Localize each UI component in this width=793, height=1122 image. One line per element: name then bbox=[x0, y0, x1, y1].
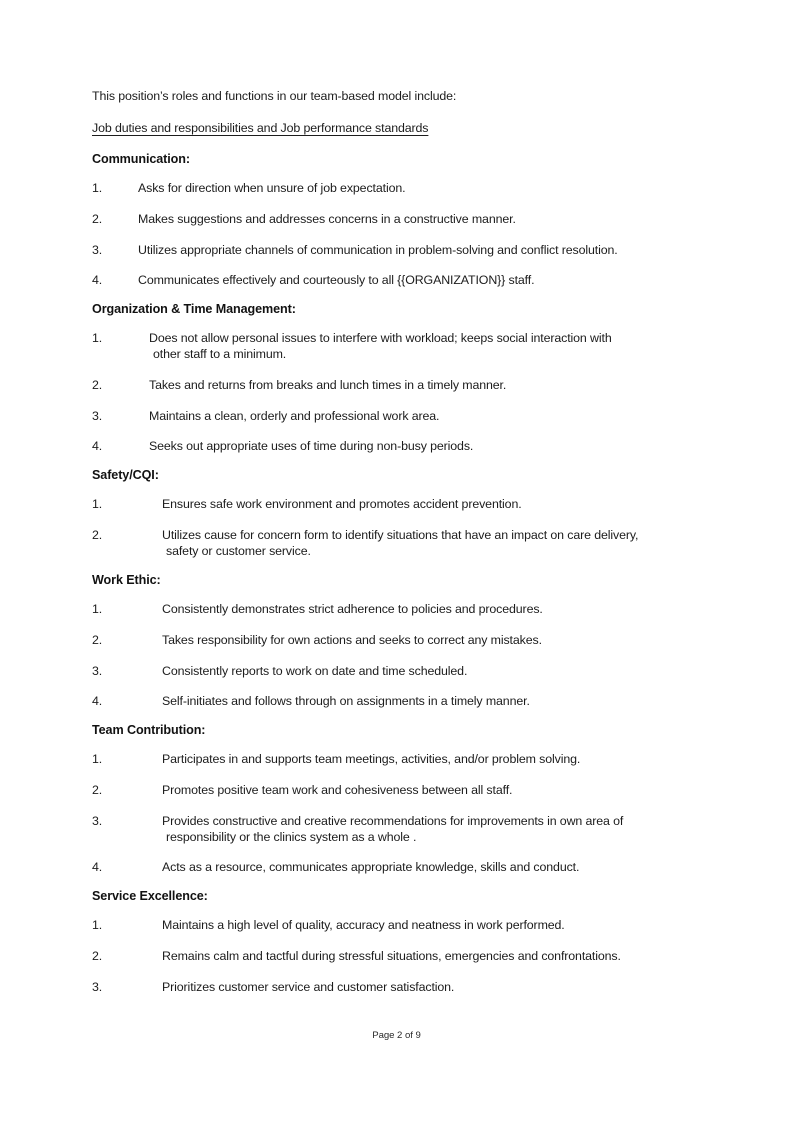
list-item bbox=[92, 242, 704, 258]
list-item-text bbox=[138, 180, 704, 196]
list-item bbox=[92, 632, 704, 648]
list-item-line: Self-initiates and follows through on assignments in a timely manner. bbox=[162, 694, 530, 709]
list-item-line: Participates in and supports team meetings, activities, and/or problem solving. bbox=[162, 752, 581, 767]
list-item bbox=[92, 693, 704, 709]
list-item-number: 2. bbox=[92, 528, 103, 542]
page-footer: Page 2 of 9 bbox=[372, 1030, 421, 1041]
list-item bbox=[92, 601, 704, 617]
list-item bbox=[92, 813, 704, 845]
list-item bbox=[92, 377, 704, 393]
list-item-number: 2. bbox=[92, 949, 103, 963]
list-item-line: Takes and returns from breaks and lunch times in a timely manner. bbox=[149, 378, 507, 392]
list-item bbox=[92, 751, 704, 767]
list-item-continuation: responsibility or the clinics system as a whole . bbox=[166, 829, 417, 844]
list-item-number: 4. bbox=[92, 694, 103, 709]
list-item-number: 3. bbox=[92, 813, 103, 828]
section-block bbox=[92, 723, 704, 875]
list-item-line: Acts as a resource, communicates appropriate knowledge, skills and conduct. bbox=[162, 860, 580, 875]
list-item-number: 4. bbox=[92, 439, 103, 454]
list-item bbox=[92, 272, 704, 288]
list-item-number: 2. bbox=[92, 782, 103, 797]
section-heading: Organization & Time Management: bbox=[92, 302, 296, 317]
list-item-line: Maintains a high level of quality, accuracy and neatness in work performed. bbox=[162, 918, 565, 933]
section-heading: Team Contribution: bbox=[92, 723, 206, 738]
list-item-number: 1. bbox=[92, 752, 103, 767]
list-item-line: Consistently reports to work on date and time scheduled. bbox=[162, 663, 468, 678]
numbered-list bbox=[92, 496, 704, 559]
list-item-line: Utilizes appropriate channels of communication in problem-solving and conflict resolution. bbox=[138, 242, 618, 257]
list-item-text bbox=[162, 751, 704, 767]
list-item-line: Remains calm and tactful during stressful situations, emergencies and confrontations. bbox=[162, 949, 621, 963]
section-heading: Communication: bbox=[92, 152, 190, 167]
list-item bbox=[92, 917, 704, 933]
list-item-number: 1. bbox=[92, 331, 103, 346]
list-item-number: 3. bbox=[92, 242, 103, 257]
list-item-number: 1. bbox=[92, 497, 103, 512]
section-block bbox=[92, 573, 704, 709]
list-item-text bbox=[162, 693, 704, 709]
list-item-text bbox=[138, 272, 704, 288]
list-item-number: 2. bbox=[92, 211, 103, 226]
list-item-line: Communicates effectively and courteously to all {{ORGANIZATION}} staff. bbox=[138, 273, 535, 288]
list-item-text bbox=[162, 859, 704, 875]
list-item-number: 4. bbox=[92, 273, 103, 288]
list-item-line: Does not allow personal issues to interfere with workload; keeps social interaction with bbox=[149, 331, 612, 346]
list-item-text bbox=[162, 948, 704, 964]
list-item-number: 4. bbox=[92, 860, 103, 875]
list-item-number: 2. bbox=[92, 378, 103, 392]
section-heading: Safety/CQI: bbox=[92, 468, 159, 483]
numbered-list bbox=[92, 180, 704, 288]
section-heading: Work Ethic: bbox=[92, 573, 161, 588]
list-item-text bbox=[162, 813, 704, 845]
section-block bbox=[92, 152, 704, 288]
list-item bbox=[92, 979, 704, 995]
list-item bbox=[92, 859, 704, 875]
list-item-number: 2. bbox=[92, 632, 103, 647]
list-item-text bbox=[138, 242, 704, 258]
list-item bbox=[92, 527, 704, 559]
list-item-text bbox=[138, 211, 704, 227]
section-block bbox=[92, 468, 704, 559]
document-body bbox=[92, 88, 704, 1009]
list-item-line: Prioritizes customer service and customer satisfaction. bbox=[162, 979, 455, 994]
list-item-number: 3. bbox=[92, 663, 103, 678]
list-item bbox=[92, 330, 704, 362]
section-block bbox=[92, 302, 704, 454]
list-item-text bbox=[149, 377, 704, 393]
numbered-list bbox=[92, 917, 704, 994]
list-item-text bbox=[162, 979, 704, 995]
list-item-number: 1. bbox=[92, 602, 103, 617]
list-item bbox=[92, 948, 704, 964]
list-item bbox=[92, 211, 704, 227]
list-item-number: 1. bbox=[92, 181, 103, 196]
list-item-text bbox=[149, 330, 704, 362]
list-item-text bbox=[162, 632, 704, 648]
list-item bbox=[92, 180, 704, 196]
list-item-line: Provides constructive and creative recommendations for improvements in own area of bbox=[162, 813, 624, 828]
list-item-text bbox=[162, 917, 704, 933]
list-item-line: Takes responsibility for own actions and seeks to correct any mistakes. bbox=[162, 632, 542, 647]
list-item-line: Promotes positive team work and cohesiveness between all staff. bbox=[162, 782, 513, 797]
list-item-text bbox=[162, 782, 704, 798]
list-item-continuation: other staff to a minimum. bbox=[153, 347, 287, 362]
list-item-number: 3. bbox=[92, 408, 103, 423]
list-item-line: Seeks out appropriate uses of time during non-busy periods. bbox=[149, 439, 474, 454]
numbered-list bbox=[92, 751, 704, 875]
list-item-line: Ensures safe work environment and promotes accident prevention. bbox=[162, 497, 522, 512]
list-item-line: Asks for direction when unsure of job expectation. bbox=[138, 181, 406, 196]
list-item bbox=[92, 496, 704, 512]
job-duties-heading: Job duties and responsibilities and Job performance standards bbox=[92, 121, 429, 136]
list-item bbox=[92, 438, 704, 454]
list-item-number: 3. bbox=[92, 979, 103, 994]
list-item-text bbox=[162, 601, 704, 617]
list-item-text bbox=[162, 496, 704, 512]
list-item bbox=[92, 663, 704, 679]
list-item bbox=[92, 408, 704, 424]
list-item-text bbox=[149, 438, 704, 454]
sections-container bbox=[92, 152, 704, 995]
list-item-line: Maintains a clean, orderly and professional work area. bbox=[149, 408, 440, 423]
list-item-continuation: safety or customer service. bbox=[166, 544, 311, 559]
list-item-line: Consistently demonstrates strict adherence to policies and procedures. bbox=[162, 602, 543, 617]
list-item-line: Utilizes cause for concern form to identify situations that have an impact on care delivery, bbox=[162, 528, 639, 542]
list-item bbox=[92, 782, 704, 798]
list-item-number: 1. bbox=[92, 918, 103, 933]
list-item-line: Makes suggestions and addresses concerns in a constructive manner. bbox=[138, 211, 516, 226]
section-heading: Service Excellence: bbox=[92, 889, 208, 904]
numbered-list bbox=[92, 330, 704, 454]
numbered-list bbox=[92, 601, 704, 709]
list-item-text bbox=[162, 527, 704, 559]
intro-paragraph: This position’s roles and functions in our team-based model include: bbox=[92, 89, 457, 103]
list-item-text bbox=[162, 663, 704, 679]
list-item-text bbox=[149, 408, 704, 424]
section-block bbox=[92, 889, 704, 994]
